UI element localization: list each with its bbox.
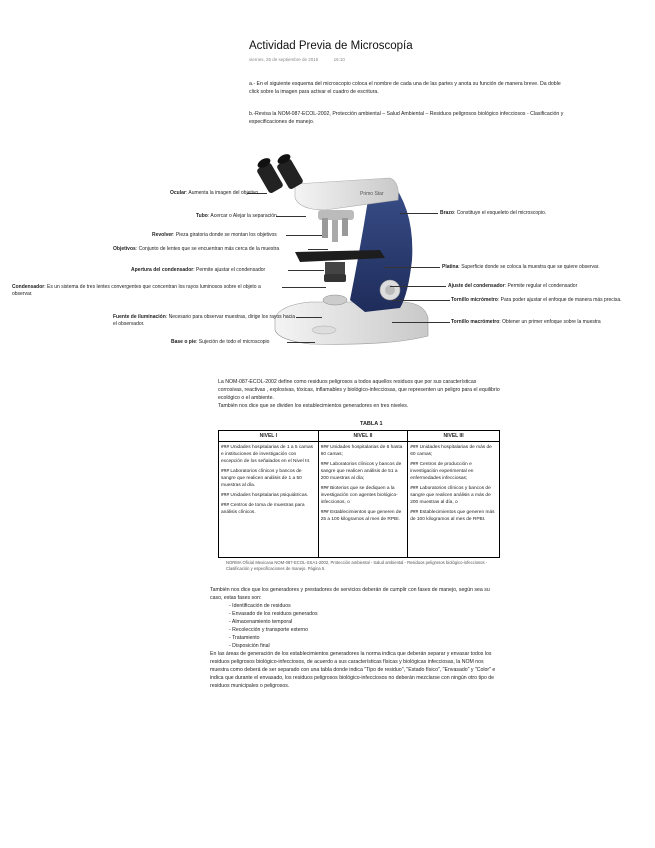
instruction-a: a.- En el siguiente esquema del microscopio coloca el nombre de cada una de las partes y anota su función de manera breve. Da doble click sobre la imagen para activar el cuadro de escritura. [249, 81, 561, 95]
microscope-brand: Primo Star [360, 191, 384, 197]
label-objetivos: Objetivos: Conjunto de lentes que se encuentran más cerca de la muestra [113, 246, 280, 252]
page-time: 16:10 [333, 57, 345, 62]
label-condensador: Condensador: Es un sistema de tres lentes convergentes que concentran los rayos luminosos sobre el objeto a observar. [12, 284, 261, 297]
label-apertura: Apertura del condensador: Permite ajustar el condensador [131, 267, 266, 273]
label-ocular: Ocular: Aumenta la imagen del objetivo [170, 190, 259, 196]
steps-intro: También nos dice que los generadores y prestadores de servicios deberán de cumplir con fases de manejo, según sea su caso, estas fases son: [210, 587, 490, 601]
table-cell-level3: ### Unidades hospitalarias de más de 60 camas; ### Centros de producción e investigación experimental en enfermedades infecciosas; ### Laboratorios clínicos y bancos de sangre que realicen análisis a más de 200 muestras al día, o ### Establecimientos que generen más de 100 kilogramos al mes de RPBI. [408, 442, 500, 558]
label-tubo: Tubo: Acercar o Alejar la separación [196, 213, 277, 219]
label-ajuste: Ajuste del condensador: Permite regular el condensador [448, 283, 578, 289]
table-caption: NORMA Oficial Mexicana NOM-087-ECOL-SSA1-2002, Protección ambiental - Salud ambiental - Residuos peligrosos biológico-infecciosos - Clasificación y especificaciones de manejo. Página 5. [226, 560, 488, 571]
table-header: NIVEL III [408, 431, 500, 442]
label-revolver: Revolver: Pieza giratoria donde se montan los objetivos [152, 232, 277, 238]
list-item: - Recolección y transporte externo [229, 626, 318, 634]
table-header: NIVEL II [318, 431, 408, 442]
list-item: - Disposición final [229, 642, 318, 650]
instruction-b: b.-Revisa la NOM-087-ECOL-2002, Protección ambiental – Salud Ambiental – Residuos peligrosos biológico infecciosos - Clasificación y especificaciones de manejo. [249, 111, 564, 125]
table-header: NIVEL I [219, 431, 319, 442]
list-item: - Envasado de los residuos generados [229, 610, 318, 618]
label-micrometro: Tornillo micrómetro: Para poder ajustar el enfoque de manera más precisa. [451, 297, 622, 303]
steps-list [215, 602, 318, 650]
label-macrometro: Tornillo macrómetro: Obtener un primer enfoque sobre la muestra [451, 319, 601, 325]
table-cell-level1: ### Unidades hospitalarias de 1 a 5 camas e instituciones de investigación con excepción de los señalados en el Nivel III. ### Laboratorios clínicos y bancos de sangre que realicen análisis de 1 a 50 muestras al día. ### Unidades hospitalarias psiquiátricas. ### Centros de toma de muestras para análisis clínicos. [219, 442, 319, 558]
page-title: Actividad Previa de Microscopía [249, 40, 413, 52]
nom-paragraph: La NOM-087-ECOL-2002 define como residuos peligrosos a todos aquellos residuos que por sus características corrosivas, reactivas , explosivas, tóxicas, inflamables y biológico-infecciosas, que representen un peligro para el equilibrio ecológico o el ambiente. También nos dice que se dividen los establecimientos generadores en tres niveles. [218, 379, 500, 409]
page-date: viernes, 25 de septiembre de 2015 [249, 57, 319, 62]
label-base: Base o pie: Sujeción de todo el microscopio [171, 339, 270, 345]
list-item: - Almacenamiento temporal [229, 618, 318, 626]
levels-table [218, 430, 500, 558]
list-item: - Identificación de residuos [229, 602, 318, 610]
label-platina: Platina: Superficie donde se coloca la muestra que se quiere observar. [442, 264, 600, 270]
label-fuente: Fuente de iluminación: Necesario para observar muestras, dirige los rayos hacia el observador. [113, 314, 296, 327]
page-meta [249, 57, 345, 62]
label-brazo: Brazo: Constituye el esqueleto del microscopio. [440, 210, 547, 216]
list-item: - Tratamiento [229, 634, 318, 642]
closing-paragraph: En las áreas de generación de los establecimientos generadores la norma indica que deberán separar y envasar todos los residuos peligrosos biológico-infecciosos, de acuerdo a sus características físicas y biológicas infecciosas, la NOM nos muestra como deberá de ser separado con una tabla donde indica "Tipo de residuo", "Estado físico", "Envasado" y "Color" e indica que durante el envasado, los residuos peligrosos biológico-infecciosos no deberán mezclarse con ningún otro tipo de residuos municipales o peligrosos. [210, 651, 496, 689]
table-cell-level2: ### Unidades hospitalarias de 6 hasta 60 camas; ### Laboratorios clínicos y bancos de sangre que realicen análisis de 51 a 200 muestras al día; ### Bioterios que se dediquen a la investigación con agentes biológico-infecciosos, o ### Establecimientos que generen de 25 a 100 kilogramos al mes de RPBI. [318, 442, 408, 558]
table-title: TABLA 1 [360, 421, 383, 427]
